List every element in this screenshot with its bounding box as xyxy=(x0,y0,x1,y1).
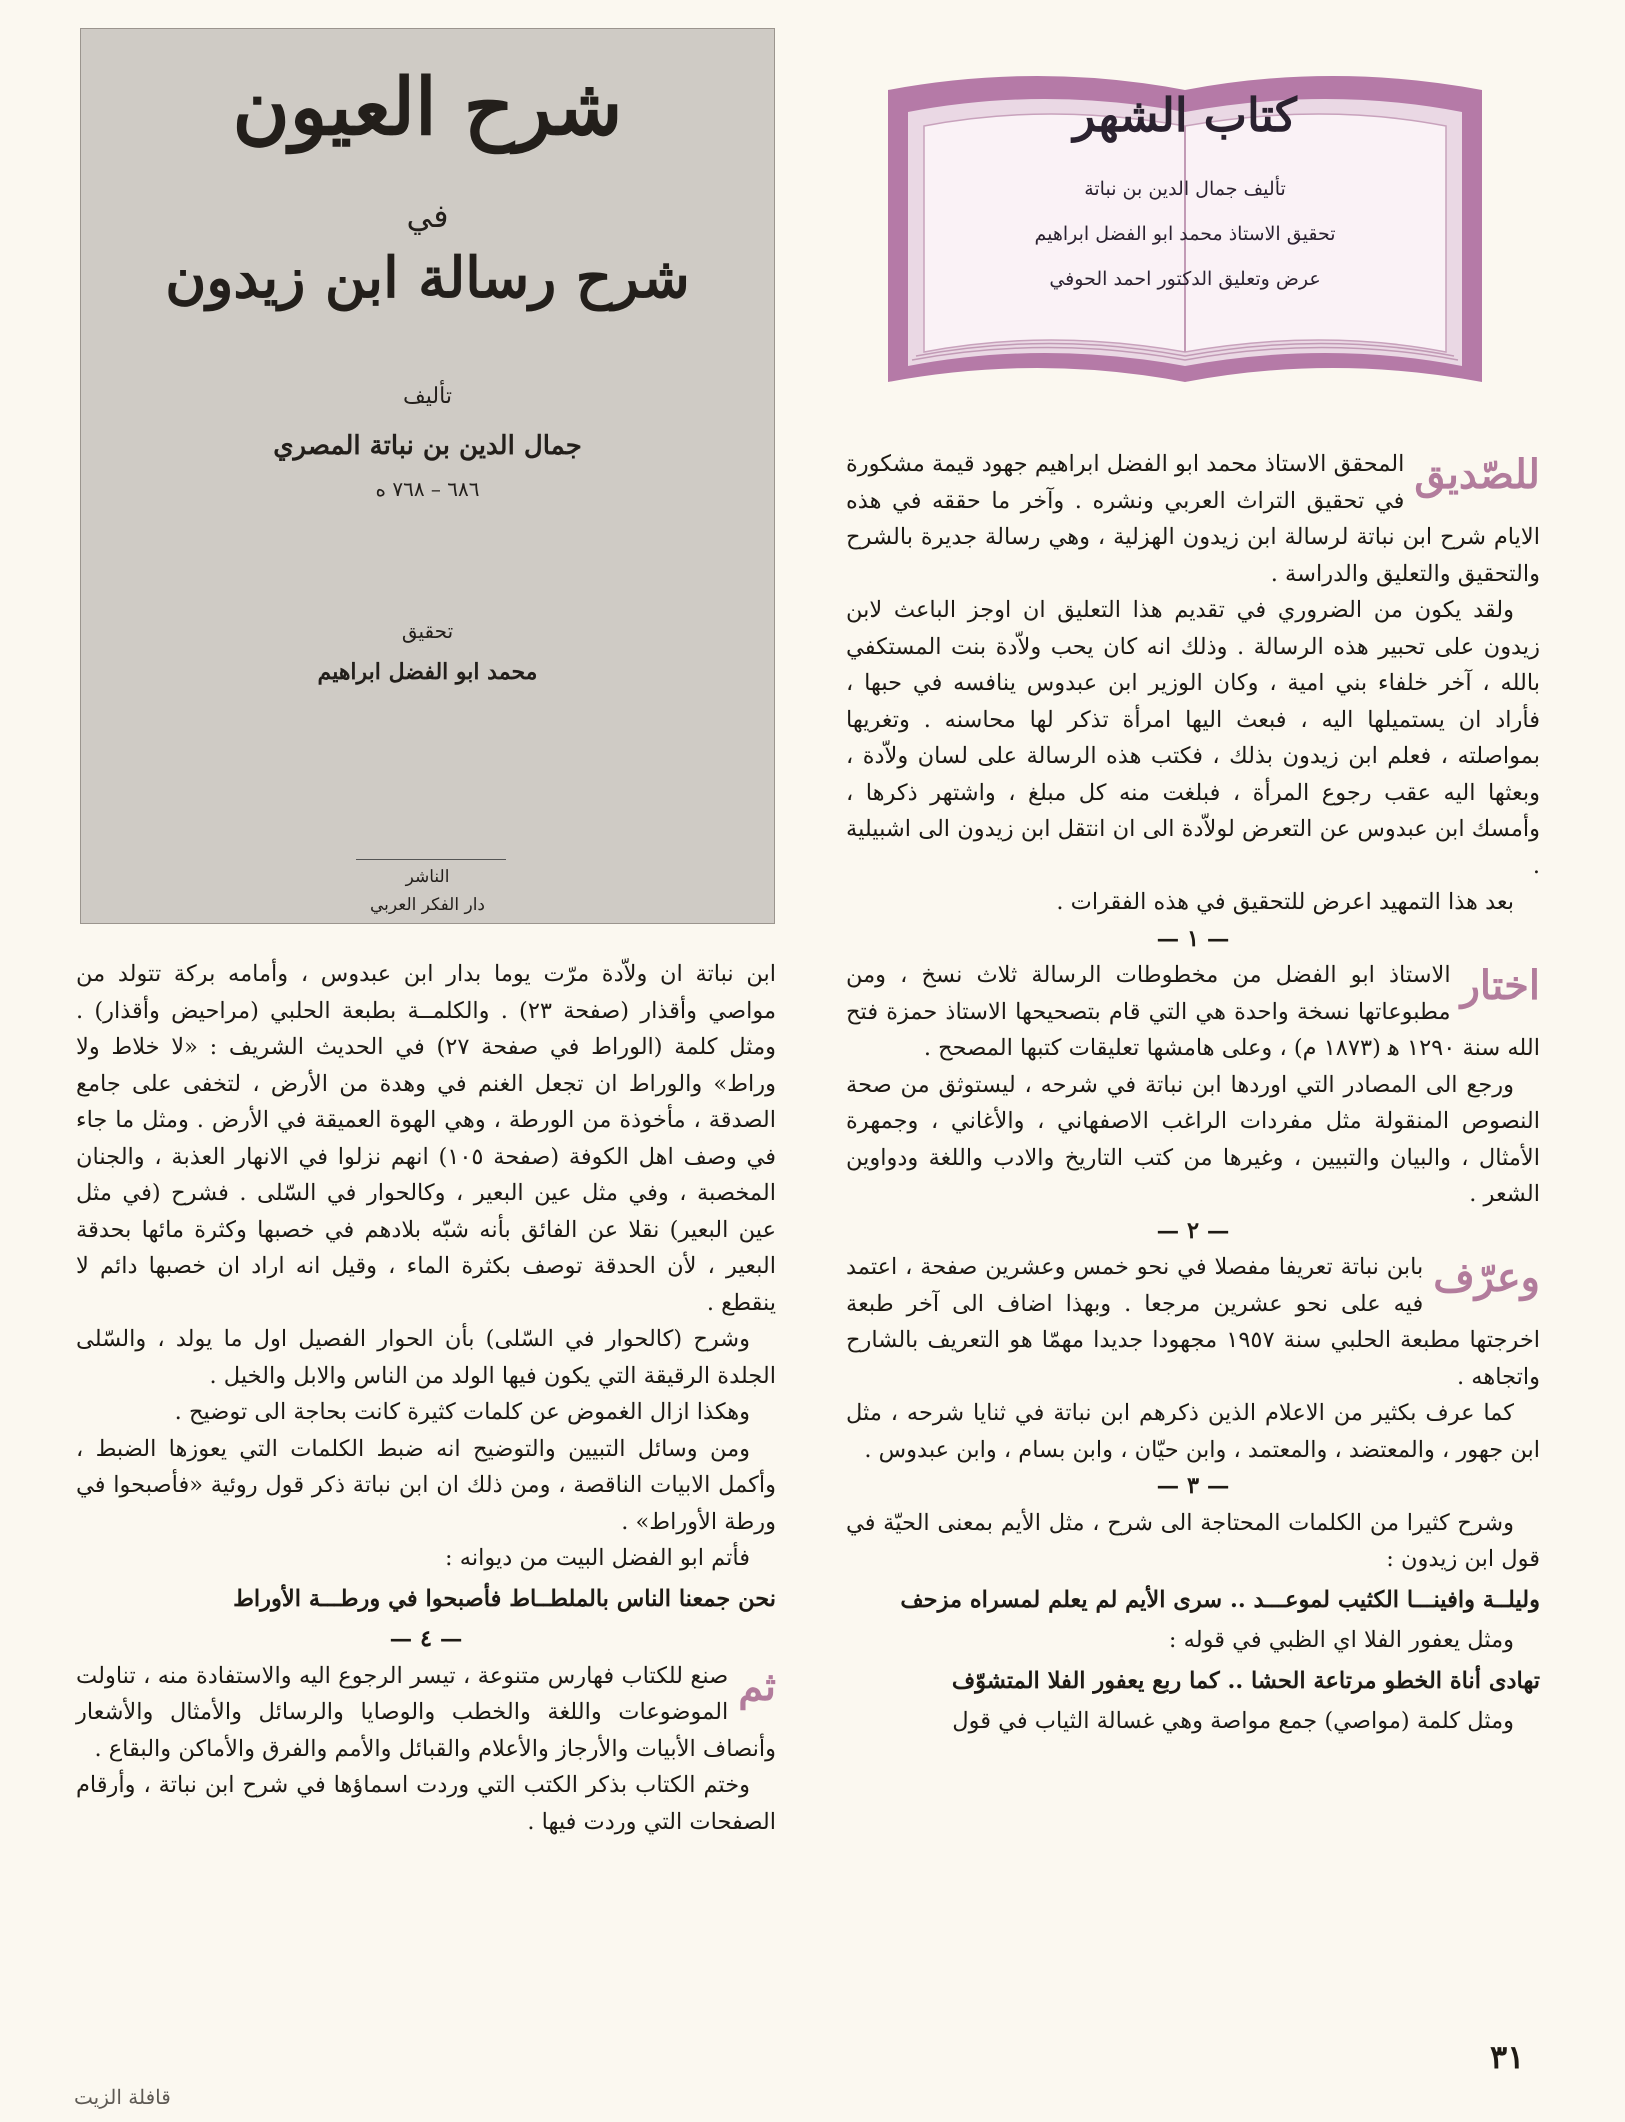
cover-publisher: دار الفكر العربي xyxy=(370,895,485,915)
left-column xyxy=(76,956,776,1840)
book-cover-image xyxy=(80,28,775,924)
cover-dates: ٦٨٦ – ٧٦٨ ه xyxy=(375,477,480,501)
initial-word-wa-arraf: وعرّف xyxy=(1433,1254,1540,1301)
initial-word-thumma: ثم xyxy=(738,1662,776,1710)
paragraph: بابن نباتة تعريفا مفصلا في نحو خمس وعشرين صفحة ، اعتمد فيه على نحو عشرين مرجعا . وبهذا اضاف الى آخر طبعة اخرجتها مطبعة الحلبي سنة ١٩٥٧ مجهودا جديدا مهمّا هو التعريف بالشارح واتجاهه . xyxy=(846,1254,1540,1390)
paragraph: صنع للكتاب فهارس متنوعة ، تيسر الرجوع اليه والاستفادة منه ، تناولت الموضوعات واللغة والخطب والوصايا والرسائل والأمثال والأشعار وأنصاف الأبيات والأرجاز والأعلام والقبائل والأمم والفرق والأماكن والبقاع . xyxy=(76,1662,776,1762)
cover-title: شرح العيون xyxy=(232,62,623,153)
banner-review-line: عرض وتعليق الدكتور احمد الحوفي xyxy=(1049,268,1321,290)
cover-subtitle: شرح رسالة ابن زيدون xyxy=(165,245,690,311)
paragraph: وشرح (كالحوار في السّلى) بأن الحوار الفصيل اول ما يولد ، والسّلى الجلدة الرقيقة التي يكون فيها الولد من الناس والابل والخيل . xyxy=(76,1326,776,1389)
cover-tahqiq-label: تحقيق xyxy=(401,619,454,643)
right-column xyxy=(846,446,1540,1740)
banner-title: كتاب الشهر xyxy=(1073,88,1297,142)
paragraph: الاستاذ ابو الفضل من مخطوطات الرسالة ثلاث نسخ ، ومن مطبوعاتها نسخة واحدة هي التي قام بتصحيحها الاستاذ حمزة فتح الله سنة ١٢٩٠ ﻫ (١٨٧٣ م) ، وعلى هامشها تعليقات كتبها المصحح . xyxy=(846,962,1540,1061)
paragraph: ومن وسائل التبيين والتوضيح انه ضبط الكلمات التي يعوزها الضبط ، وأكمل الابيات الناقصة ، ومن ذلك ان ابن نباتة ذكر قول روئية «فأصبحوا في ورطة الأوراط» . xyxy=(76,1435,776,1535)
paragraph: ومثل كلمة (مواصي) جمع مواصة وهي غسالة الثياب في قول xyxy=(952,1708,1514,1734)
paragraph: وشرح كثيرا من الكلمات المحتاجة الى شرح ، مثل الأيم بمعنى الحيّة في قول ابن زيدون : xyxy=(846,1509,1540,1572)
poem-verse: تهادى أناة الخطو مرتاعة الحشا .. كما ربع يعفور الفلا المتشوّف xyxy=(951,1667,1540,1694)
cover-divider xyxy=(356,859,506,860)
cover-publisher-label: الناشر xyxy=(405,867,450,887)
paragraph: وهكذا ازال الغموض عن كلمات كثيرة كانت بحاجة الى توضيح . xyxy=(174,1399,750,1425)
banner-editor-line: تحقيق الاستاذ محمد ابو الفضل ابراهيم xyxy=(1034,223,1336,245)
initial-word-lilsadiq: للصّديق xyxy=(1414,451,1540,498)
paragraph: المحقق الاستاذ محمد ابو الفضل ابراهيم جهود قيمة مشكورة في تحقيق التراث العربي ونشره . وآخر ما حققه في هذه الايام شرح ابن نباتة لرسالة ابن زيدون الهزلية ، وهي رسالة جديرة بالشرح والتحقيق والتعليق والدراسة . xyxy=(846,451,1540,587)
section-number: — ٣ — xyxy=(1156,1473,1230,1499)
paragraph: كما عرف بكثير من الاعلام الذين ذكرهم ابن نباتة في ثنايا شرحه ، مثل ابن جهور ، والمعتضد ، والمعتمد ، وابن حيّان ، وابن بسام ، وابن عبدوس . xyxy=(846,1400,1540,1463)
section-number: — ٤ — xyxy=(389,1626,463,1652)
paragraph: ابن نباتة ان ولاّدة مرّت يوما بدار ابن عبدوس ، وأمامه بركة تتولد من مواصي وأقذار (صفحة ٢٣) . والكلمــة بطبعة الحلبي (مراحيض وأقذار) . ومثل كلمة (الوراط في صفحة ٢٧) في الحديث الشريف : «لا خلاط ولا وراط» والوراط ان تجعل الغنم في وهدة من الأرض ، لتخفى على جامع الصدقة ، مأخوذة من الورطة ، وهي الهوة العميقة في الأرض . ومثل ما جاء في وصف اهل الكوفة (صفحة ١٠٥) انهم نزلوا في الانهار العذبة ، والجنان المخصبة ، وفي مثل عين البعير ، وكالحوار في السّلى . فشرح (في مثل عين البعير) نقلا عن الفائق بأنه شبّه بلادهم في خصبها وكثرة مائها بحدقة البعير ، لأن الحدقة توصف بكثرة الماء ، وقيل انه اراد ان خصبها دائم لا ينقطع . xyxy=(76,961,776,1316)
cover-author: جمال الدين بن نباتة المصري xyxy=(273,431,582,461)
cover-editor: محمد ابو الفضل ابراهيم xyxy=(317,659,538,685)
section-number: — ١ — xyxy=(1156,925,1230,952)
magazine-name: قافلة الزيت xyxy=(74,2085,171,2109)
paragraph: فأتم ابو الفضل البيت من ديوانه : xyxy=(445,1545,750,1571)
poem-verse: نحن جمعنا الناس بالملطــاط فأصبحوا في ورطـــة الأوراط xyxy=(233,1585,776,1612)
paragraph: ولقد يكون من الضروري في تقديم هذا التعليق ان اوجز الباعث لابن زيدون على تحبير هذه الرسالة . وذلك انه كان يحب ولاّدة بنت المستكفي بالله ، آخر خلفاء بني امية ، وكان الوزير ابن عبدوس ينافسه في حبها ، فأراد ان يستميلها اليه ، فبعث اليها امرأة تذكر لها محاسنه . وتغريها بمواصلته ، فعلم ابن زيدون بذلك ، فكتب هذه الرسالة على لسان ولاّدة ، وبعثها اليه عقب رجوع المرأة ، فبلغت منه كل مبلغ ، واشتهر ذكرها ، وأمسك ابن عبدوس عن التعرض لولاّدة الى ان انتقل ابن زيدون الى اشبيلية . xyxy=(846,597,1540,879)
section-number: — ٢ — xyxy=(1156,1217,1230,1244)
paragraph: ومثل يعفور الفلا اي الظبي في قوله : xyxy=(1168,1627,1514,1653)
book-of-month-banner xyxy=(888,60,1482,402)
initial-word-ikhtar: اختار xyxy=(1460,962,1540,1009)
page-number: ٣١ xyxy=(1490,2038,1525,2076)
banner-author-line: تأليف جمال الدين بن نباتة xyxy=(1084,178,1286,200)
poem-verse: وليلــة وافينـــا الكثيب لموعـــد .. سرى الأيم لم يعلم لمسراه مزحف xyxy=(900,1586,1540,1613)
cover-by-label: تأليف xyxy=(403,384,452,409)
paragraph: وختم الكتاب بذكر الكتب التي وردت اسماؤها في شرح ابن نباتة ، وأرقام الصفحات التي وردت فيها . xyxy=(76,1772,776,1835)
paragraph: ورجع الى المصادر التي اوردها ابن نباتة في شرحه ، ليستوثق من صحة النصوص المنقولة مثل مفردات الراغب الاصفهاني ، والأغاني ، وجمهرة الأمثال ، والبيان والتبيين ، وغيرها من كتب التاريخ والادب واللغة ودواوين الشعر . xyxy=(846,1071,1540,1207)
paragraph: بعد هذا التمهيد اعرض للتحقيق في هذه الفقرات . xyxy=(1056,889,1514,915)
cover-fi: في xyxy=(406,197,449,235)
